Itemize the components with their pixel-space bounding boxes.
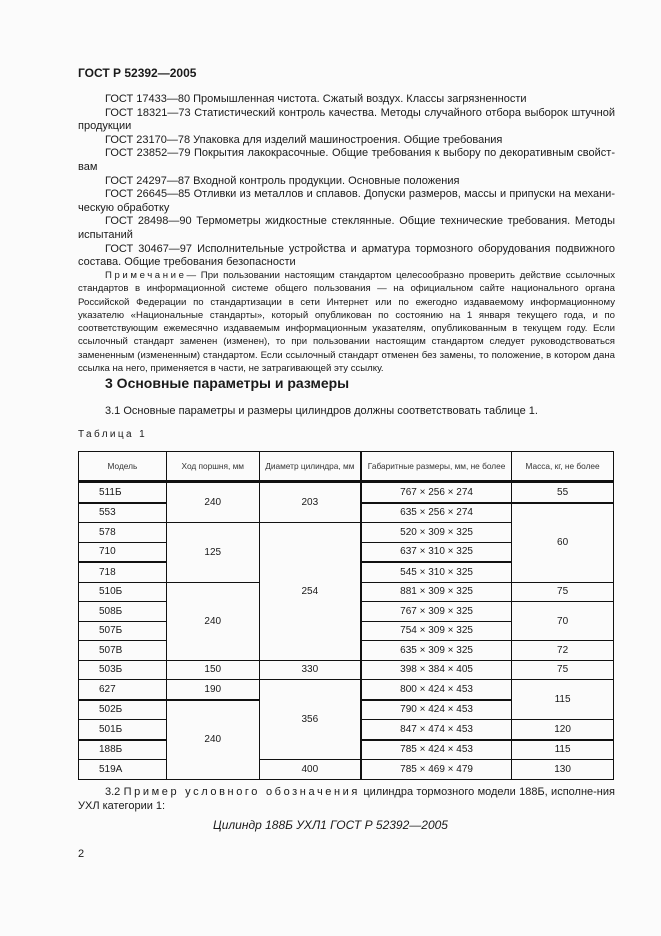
table-row <box>79 680 614 700</box>
cell-mass: 115 <box>512 740 614 760</box>
reference-text: ГОСТ 23852—79 Покрытия лакокрасочные. Общие требования к выбору по декоративным свойст-вам <box>78 147 615 173</box>
col-header-stroke: Ход поршня, мм <box>166 452 259 482</box>
paragraph-3-1: 3.1 Основные параметры и размеры цилиндров должны соответствовать таблице 1. <box>105 405 538 417</box>
cell-stroke: 190 <box>166 680 259 700</box>
cell-dims: 881 × 309 × 325 <box>361 582 512 602</box>
designation-example: Цилиндр 188Б УХЛ1 ГОСТ Р 52392—2005 <box>213 818 448 832</box>
cell-stroke: 240 <box>166 700 259 780</box>
cell-dims: 785 × 469 × 479 <box>361 760 512 780</box>
cell-model: 627 <box>79 680 167 700</box>
cell-dims: 767 × 309 × 325 <box>361 602 512 622</box>
note-text: — При пользовании настоящим стандартом целесообразно проверить действие ссылочных стандартов в информационной системе общего пользования — на официальном сайте национального органа Российской Федерации по стандартизации в сети Интернет или по ежегодно издаваемому информационному указателю «Национальные стандарты», который опубликован по состоянию на 1 января текущего года, и по соответствующим ежемесячно издаваемым информационным указателям, опубликованным в текущем году. Если ссылочный стандарт заменен (изменен), то при пользовании настоящим стандартом следует руководствоваться замененным (измененным) стандартом. Если ссылочный стандарт отменен без замены, то положение, в котором дана ссылка на него, применяется в части, не затрагивающей эту ссылку. <box>78 270 615 375</box>
cell-model: 507Б <box>79 621 167 641</box>
reference-text: ГОСТ 23170—78 Упаковка для изделий машиностроения. Общие требования <box>105 133 503 146</box>
p32-num: 3.2 <box>105 786 121 798</box>
note-block <box>78 269 615 375</box>
cell-dims: 800 × 424 × 453 <box>361 680 512 700</box>
reference-item <box>78 107 615 134</box>
reference-item <box>78 215 615 242</box>
cell-dims: 398 × 384 × 405 <box>361 660 512 680</box>
cell-model: 578 <box>79 523 167 543</box>
cell-dims: 635 × 309 × 325 <box>361 641 512 661</box>
cell-diameter: 254 <box>259 523 361 661</box>
cell-mass: 120 <box>512 720 614 740</box>
section-title: 3 Основные параметры и размеры <box>105 375 350 391</box>
cell-mass: 72 <box>512 641 614 661</box>
cell-mass: 75 <box>512 582 614 602</box>
cell-stroke: 125 <box>166 523 259 583</box>
cell-model: 510Б <box>79 582 167 602</box>
table-header-row <box>79 452 614 482</box>
reference-text: ГОСТ 24297—87 Входной контроль продукции. Основные положения <box>105 174 460 187</box>
col-header-model: Модель <box>79 452 167 482</box>
cell-dims: 847 × 474 × 453 <box>361 720 512 740</box>
cell-mass: 130 <box>512 760 614 780</box>
cell-model: 519А <box>79 760 167 780</box>
cell-stroke: 150 <box>166 660 259 680</box>
table-caption: Таблица 1 <box>78 429 148 440</box>
paragraph-3-2 <box>78 786 615 813</box>
cell-model: 508Б <box>79 602 167 622</box>
table-row <box>79 482 614 503</box>
document-header: ГОСТ Р 52392—2005 <box>78 66 197 80</box>
cell-model: 710 <box>79 542 167 562</box>
cell-dims: 520 × 309 × 325 <box>361 523 512 543</box>
cell-diameter: 330 <box>259 660 361 680</box>
col-header-dims: Габаритные размеры, мм, не более <box>361 452 512 482</box>
reference-item <box>78 175 615 189</box>
reference-text: ГОСТ 26645—85 Отливки из металлов и сплавов. Допуски размеров, массы и припуски на механи-ческую обработку <box>78 188 615 214</box>
table-row <box>79 760 614 780</box>
reference-item <box>78 147 615 174</box>
cell-model: 501Б <box>79 720 167 740</box>
cell-dims: 790 × 424 × 453 <box>361 700 512 720</box>
cell-mass: 55 <box>512 482 614 503</box>
col-header-mass: Масса, кг, не более <box>512 452 614 482</box>
reference-item <box>78 134 615 148</box>
cell-mass: 60 <box>512 503 614 583</box>
cell-model: 503Б <box>79 660 167 680</box>
cell-model: 511Б <box>79 482 167 503</box>
page-number: 2 <box>78 848 85 860</box>
cell-stroke: 240 <box>166 582 259 660</box>
cell-mass: 75 <box>512 660 614 680</box>
p32-text: цилиндра тормозного модели 188Б, исполне-ния УХЛ категории 1: <box>78 786 615 812</box>
parameters-table <box>78 451 614 780</box>
cell-diameter: 356 <box>259 680 361 760</box>
cell-model: 507В <box>79 641 167 661</box>
cell-model: 553 <box>79 503 167 523</box>
cell-dims: 545 × 310 × 325 <box>361 562 512 582</box>
cell-dims: 785 × 424 × 453 <box>361 740 512 760</box>
reference-text: ГОСТ 18321—73 Статистический контроль качества. Методы случайного отбора выборок штучной продукции <box>78 106 615 133</box>
cell-dims: 767 × 256 × 274 <box>361 482 512 503</box>
cell-mass: 115 <box>512 680 614 720</box>
cell-dims: 635 × 256 × 274 <box>361 503 512 523</box>
reference-item <box>78 93 615 107</box>
cell-stroke: 240 <box>166 482 259 523</box>
p32-label: Пример условного обозначения <box>123 786 360 798</box>
table-row <box>79 660 614 680</box>
col-header-diameter: Диаметр цилиндра, мм <box>259 452 361 482</box>
reference-item <box>78 243 615 270</box>
reference-text: ГОСТ 28498—90 Термометры жидкостные стеклянные. Общие технические требования. Методы испытаний <box>78 215 615 241</box>
cell-diameter: 203 <box>259 482 361 523</box>
reference-text: ГОСТ 17433—80 Промышленная чистота. Сжатый воздух. Классы загрязненности <box>105 93 527 105</box>
note-label: Примечание <box>105 270 187 281</box>
cell-mass: 70 <box>512 602 614 641</box>
cell-diameter: 400 <box>259 760 361 780</box>
cell-dims: 637 × 310 × 325 <box>361 542 512 562</box>
cell-model: 718 <box>79 562 167 582</box>
cell-model: 502Б <box>79 700 167 720</box>
cell-model: 188Б <box>79 740 167 760</box>
reference-item <box>78 188 615 215</box>
reference-text: ГОСТ 30467—97 Исполнительные устройства и арматура тормозного оборудования подвижного состава. Общие требования безопасности <box>78 242 615 269</box>
cell-dims: 754 × 309 × 325 <box>361 621 512 641</box>
reference-list <box>78 93 615 270</box>
